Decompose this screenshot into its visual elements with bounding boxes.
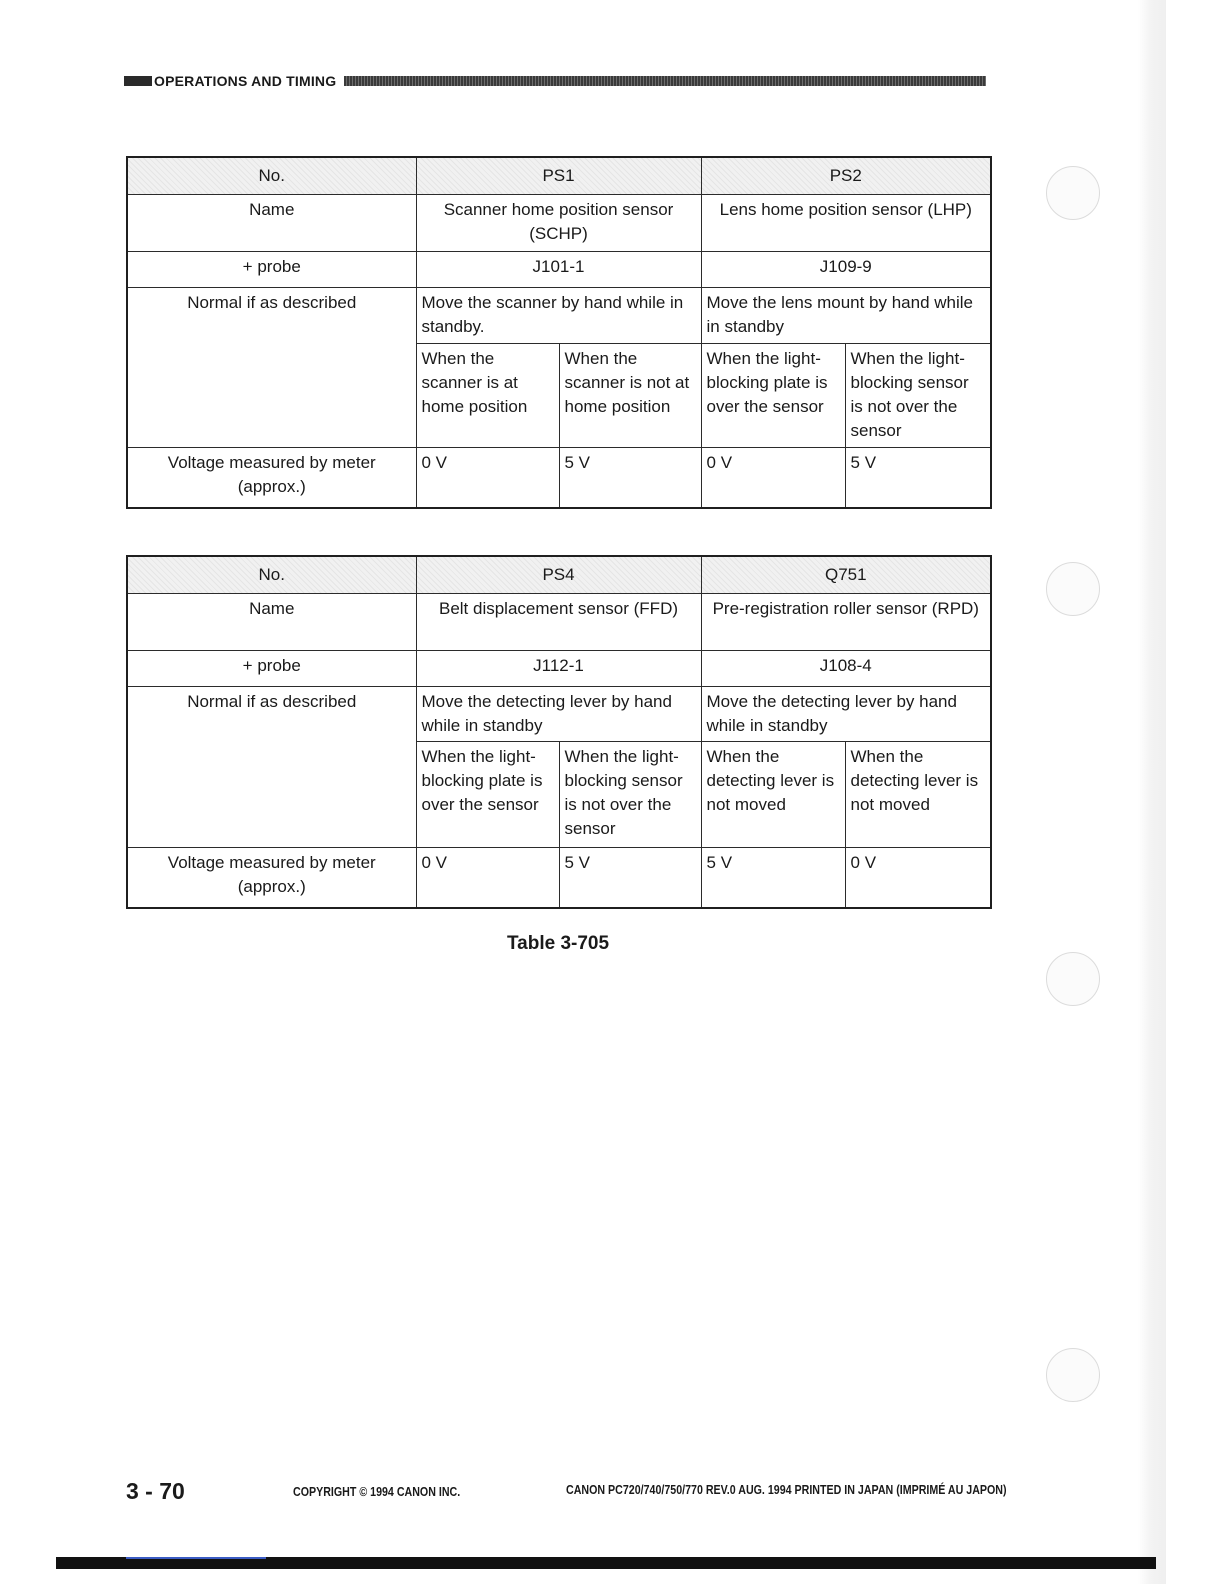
ps1-condition-2: When the scanner is not at home position bbox=[559, 344, 701, 448]
row-label-probe: + probe bbox=[127, 252, 416, 288]
ps1-voltage-1: 0 V bbox=[416, 448, 559, 508]
ps4-name: Belt displacement sensor (FFD) bbox=[416, 594, 701, 651]
voltage-row bbox=[127, 448, 991, 508]
header-cell-ps1: PS1 bbox=[416, 157, 701, 195]
section-title: OPERATIONS AND TIMING bbox=[154, 73, 337, 89]
q751-condition-1: When the detecting lever is not moved bbox=[701, 742, 845, 848]
section-header bbox=[124, 73, 986, 89]
ps4-condition-2: When the light-blocking sensor is not over the sensor bbox=[559, 742, 701, 848]
ps4-condition-1: When the light-blocking plate is over the sensor bbox=[416, 742, 559, 848]
ps2-procedure: Move the lens mount by hand while in standby bbox=[701, 288, 991, 344]
header-cell-no: No. bbox=[127, 157, 416, 195]
header-cell-no: No. bbox=[127, 556, 416, 594]
bottom-blue-line bbox=[126, 1557, 266, 1559]
sensor-table-ps1-ps2 bbox=[126, 156, 992, 509]
row-label-probe: + probe bbox=[127, 651, 416, 687]
table-caption: Table 3-705 bbox=[506, 933, 610, 954]
row-label-normal: Normal if as described bbox=[127, 288, 416, 448]
table-header-row bbox=[127, 157, 991, 195]
name-row bbox=[127, 195, 991, 252]
table-header-row bbox=[127, 556, 991, 594]
header-cell-ps4: PS4 bbox=[416, 556, 701, 594]
ps2-probe: J109-9 bbox=[701, 252, 991, 288]
ps1-name: Scanner home position sensor (SCHP) bbox=[416, 195, 701, 252]
q751-voltage-2: 0 V bbox=[845, 848, 991, 908]
page-number: 3 - 70 bbox=[126, 1478, 185, 1504]
row-label-normal: Normal if as described bbox=[127, 687, 416, 848]
row-label-voltage: Voltage measured by meter (approx.) bbox=[127, 848, 416, 908]
header-rule bbox=[344, 76, 986, 86]
binder-hole bbox=[1046, 952, 1100, 1006]
header-marker-block bbox=[124, 76, 152, 86]
ps4-procedure: Move the detecting lever by hand while in standby bbox=[416, 687, 701, 742]
ps2-voltage-1: 0 V bbox=[701, 448, 845, 508]
header-cell-q751: Q751 bbox=[701, 556, 991, 594]
copyright-notice: COPYRIGHT © 1994 CANON INC. bbox=[293, 1484, 461, 1499]
name-row bbox=[127, 594, 991, 651]
normal-desc-row bbox=[127, 687, 991, 742]
ps2-voltage-2: 5 V bbox=[845, 448, 991, 508]
voltage-row bbox=[127, 848, 991, 908]
ps4-voltage-2: 5 V bbox=[559, 848, 701, 908]
q751-name: Pre-registration roller sensor (RPD) bbox=[701, 594, 991, 651]
ps2-condition-1: When the light-blocking plate is over the sensor bbox=[701, 344, 845, 448]
binder-hole bbox=[1046, 562, 1100, 616]
binder-hole bbox=[1046, 1348, 1100, 1402]
q751-procedure: Move the detecting lever by hand while in standby bbox=[701, 687, 991, 742]
ps4-voltage-1: 0 V bbox=[416, 848, 559, 908]
row-label-name: Name bbox=[127, 594, 416, 651]
ps2-condition-2: When the light-blocking sensor is not over the sensor bbox=[845, 344, 991, 448]
row-label-voltage: Voltage measured by meter (approx.) bbox=[127, 448, 416, 508]
sensor-table-ps4-q751 bbox=[126, 555, 992, 909]
ps4-probe: J112-1 bbox=[416, 651, 701, 687]
row-label-name: Name bbox=[127, 195, 416, 252]
ps1-voltage-2: 5 V bbox=[559, 448, 701, 508]
binder-hole bbox=[1046, 166, 1100, 220]
q751-probe: J108-4 bbox=[701, 651, 991, 687]
ps1-probe: J101-1 bbox=[416, 252, 701, 288]
ps1-procedure: Move the scanner by hand while in standby. bbox=[416, 288, 701, 344]
q751-condition-2: When the detecting lever is not moved bbox=[845, 742, 991, 848]
probe-row bbox=[127, 252, 991, 288]
model-revision-line: CANON PC720/740/750/770 REV.0 AUG. 1994 PRINTED IN JAPAN (IMPRIMÉ AU JAPON) bbox=[566, 1482, 1007, 1497]
ps2-name: Lens home position sensor (LHP) bbox=[701, 195, 991, 252]
normal-desc-row bbox=[127, 288, 991, 344]
header-cell-ps2: PS2 bbox=[701, 157, 991, 195]
ps1-condition-1: When the scanner is at home position bbox=[416, 344, 559, 448]
probe-row bbox=[127, 651, 991, 687]
q751-voltage-1: 5 V bbox=[701, 848, 845, 908]
scan-edge-shadow bbox=[1138, 0, 1166, 1584]
